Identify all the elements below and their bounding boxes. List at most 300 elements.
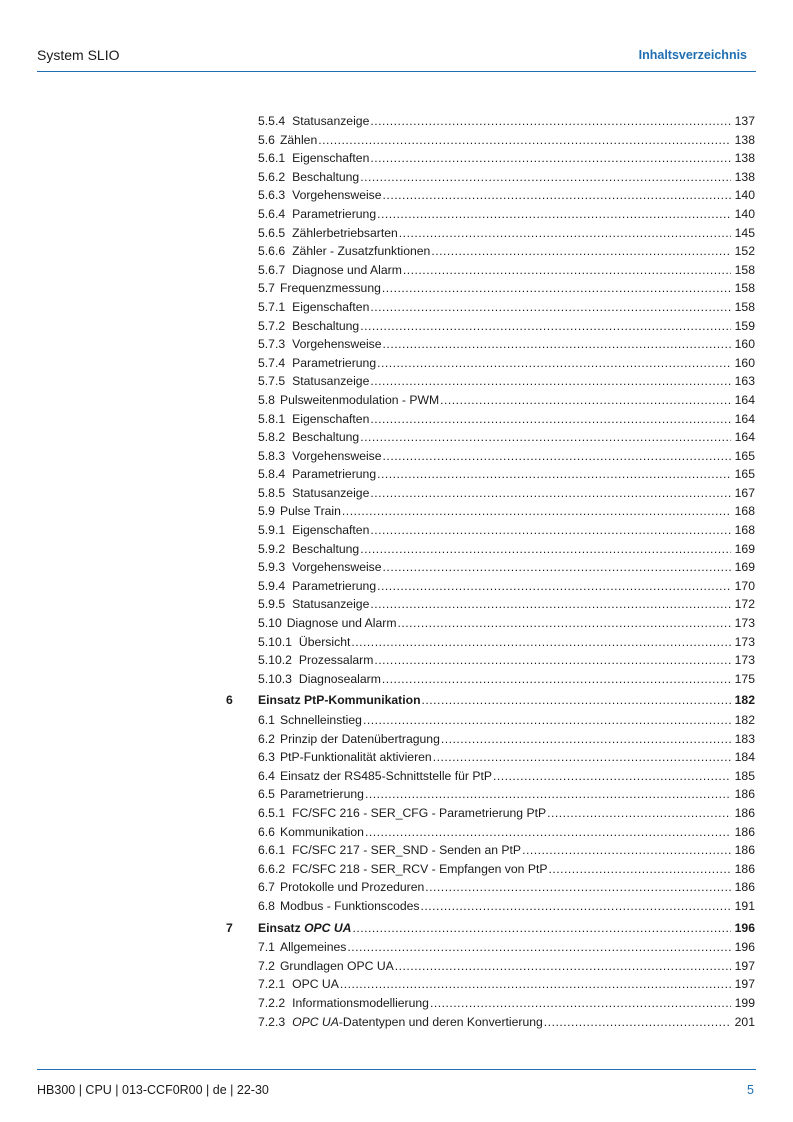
toc-entry-title <box>258 938 346 957</box>
toc-title-text: Zählerbetriebsarten <box>292 225 398 240</box>
toc-title-text: Frequenzmessung <box>279 281 381 296</box>
toc-leader-dots <box>383 335 731 354</box>
toc-entry[interactable] <box>226 484 755 503</box>
toc-page-number: 163 <box>734 374 755 389</box>
toc-entry-title <box>258 577 376 596</box>
toc-entry[interactable] <box>226 465 755 484</box>
toc-entry[interactable] <box>226 242 755 261</box>
toc-entry[interactable] <box>226 224 755 243</box>
toc-entry-title <box>258 540 359 559</box>
toc-section-number: 5.6.3 <box>258 188 286 203</box>
toc-leader-dots <box>370 521 731 540</box>
toc-leader-dots <box>363 711 731 730</box>
toc-section-number: 5.7.4 <box>258 355 286 370</box>
toc-title-text: Modbus - Funktionscodes <box>279 898 420 913</box>
toc-entry-title <box>258 354 376 373</box>
toc-section-number: 5.9.4 <box>258 578 286 593</box>
toc-entry-title <box>258 558 382 577</box>
toc-entry[interactable] <box>226 558 755 577</box>
toc-title-text: Allgemeines <box>279 940 347 955</box>
toc-entry[interactable] <box>226 897 755 916</box>
toc-leader-dots <box>377 205 731 224</box>
toc-title-text: Eigenschaften <box>292 151 370 166</box>
toc-section-number: 5.6.5 <box>258 225 286 240</box>
toc-entry-title <box>258 711 362 730</box>
toc-page-number: 160 <box>734 355 755 370</box>
toc-title-text: Zählen <box>279 132 318 147</box>
toc-entry[interactable] <box>226 410 755 429</box>
toc-section-number: 6.5 <box>258 787 275 802</box>
toc-entry-title <box>258 670 381 689</box>
toc-title-text: Statusanzeige <box>292 114 370 128</box>
toc-section-number: 5.10.3 <box>258 671 292 686</box>
toc-section-number: 5.8.5 <box>258 485 286 500</box>
toc-leader-dots <box>383 558 731 577</box>
toc-leader-dots <box>365 823 731 842</box>
footer-page-number: 5 <box>747 1083 754 1097</box>
toc-entry-title <box>258 279 381 298</box>
toc-section-number: 5.6.6 <box>258 244 286 259</box>
toc-entry[interactable] <box>226 711 755 730</box>
toc-leader-dots <box>374 651 731 670</box>
toc-title-text: Beschaltung <box>292 541 360 556</box>
toc-leader-dots <box>522 841 731 860</box>
toc-entry-title <box>258 298 369 317</box>
toc-leader-dots <box>360 317 731 336</box>
toc-entry[interactable] <box>226 878 755 897</box>
table-of-contents <box>226 112 755 1031</box>
toc-leader-dots <box>360 428 731 447</box>
toc-entry[interactable] <box>226 317 755 336</box>
toc-title-text: Vorgehensweise <box>292 337 382 352</box>
toc-section-number: 5.6 <box>258 132 275 147</box>
toc-title-text: Parametrierung <box>292 355 377 370</box>
toc-entry[interactable] <box>226 521 755 540</box>
toc-entry[interactable] <box>226 540 755 559</box>
toc-entry[interactable] <box>226 502 755 521</box>
toc-leader-dots <box>425 878 731 897</box>
toc-entry-title <box>258 804 546 823</box>
toc-section-number: 6.3 <box>258 750 275 765</box>
toc-section-number: 5.9.1 <box>258 523 286 538</box>
toc-entry[interactable] <box>226 730 755 749</box>
toc-entry[interactable] <box>226 205 755 224</box>
toc-section-number: 5.5.4 <box>258 114 286 128</box>
toc-leader-dots <box>383 447 731 466</box>
toc-entry-title <box>258 168 359 187</box>
toc-chapter-entry[interactable] <box>226 691 755 710</box>
toc-leader-dots <box>377 465 731 484</box>
toc-page-number: 137 <box>734 114 755 128</box>
toc-chapter-entry[interactable] <box>226 919 755 938</box>
toc-leader-dots <box>370 595 731 614</box>
toc-entry-title <box>258 465 376 484</box>
toc-entry[interactable] <box>226 149 755 168</box>
toc-leader-dots <box>440 391 731 410</box>
toc-entry[interactable] <box>226 670 755 689</box>
toc-section-number: 7.2.2 <box>258 995 286 1010</box>
toc-entry[interactable] <box>226 804 755 823</box>
toc-page-number: 167 <box>734 485 755 500</box>
toc-page-number: 196 <box>734 920 755 935</box>
toc-leader-dots <box>370 410 731 429</box>
toc-entry-title <box>258 823 364 842</box>
toc-entry-title <box>258 410 369 429</box>
toc-page-number: 175 <box>734 671 755 686</box>
toc-section-number: 5.9.3 <box>258 560 286 575</box>
toc-page-number: 199 <box>734 995 755 1010</box>
toc-entry[interactable] <box>226 994 755 1013</box>
toc-page-number: 138 <box>734 132 755 147</box>
toc-title-text: Diagnosealarm <box>298 671 381 686</box>
toc-title-text: Einsatz <box>258 920 305 935</box>
toc-entry-title <box>258 131 317 150</box>
toc-section-number: 5.10.1 <box>258 634 292 649</box>
toc-title-text: Parametrierung <box>279 787 364 802</box>
toc-page-number: 158 <box>734 262 755 277</box>
toc-title-text: Einsatz der RS485-Schnittstelle für PtP <box>279 768 492 783</box>
toc-entry-title <box>258 242 430 261</box>
toc-page-number: 158 <box>734 299 755 314</box>
toc-section-number: 6.1 <box>258 713 275 727</box>
toc-entry[interactable] <box>226 614 755 633</box>
toc-leader-dots <box>431 242 731 261</box>
toc-section-number: 5.6.2 <box>258 169 286 184</box>
toc-page-number: 186 <box>734 805 755 820</box>
toc-leader-dots <box>351 633 731 652</box>
toc-section-number: 6.7 <box>258 880 275 895</box>
toc-title-text: Einsatz PtP-Kommunikation <box>258 693 421 708</box>
toc-title-text: Pulse Train <box>279 504 341 519</box>
toc-page-number: 182 <box>734 693 755 708</box>
toc-leader-dots <box>441 730 731 749</box>
toc-section-number: 5.8.3 <box>258 448 286 463</box>
toc-page-number: 169 <box>734 541 755 556</box>
toc-title-text: Vorgehensweise <box>292 448 382 463</box>
toc-section-number: 5.8.2 <box>258 430 286 445</box>
toc-title-text: Eigenschaften <box>292 523 370 538</box>
toc-entry-title <box>258 919 351 938</box>
toc-page-number: 186 <box>734 787 755 802</box>
toc-leader-dots <box>403 261 731 280</box>
toc-title-text: Informationsmodellierung <box>292 995 429 1010</box>
toc-leader-dots <box>433 748 731 767</box>
toc-page-number: 182 <box>734 713 755 727</box>
toc-section-number: 5.6.4 <box>258 206 286 221</box>
toc-page-number: 170 <box>734 578 755 593</box>
toc-section-number: 5.8.1 <box>258 411 286 426</box>
footer-divider <box>37 1069 756 1070</box>
toc-entry[interactable] <box>226 261 755 280</box>
toc-leader-dots <box>377 354 731 373</box>
toc-page-number: 191 <box>734 898 755 913</box>
toc-page-number: 197 <box>734 977 755 992</box>
toc-leader-dots <box>493 767 731 786</box>
toc-entry-title <box>258 748 432 767</box>
toc-leader-dots <box>382 279 731 298</box>
header-section-title: Inhaltsverzeichnis <box>638 48 747 62</box>
toc-section-number: 6.6 <box>258 824 275 839</box>
toc-section-number: 7.2 <box>258 958 275 973</box>
toc-page-number: 140 <box>734 188 755 203</box>
toc-entry[interactable] <box>226 748 755 767</box>
toc-entry-title <box>258 633 350 652</box>
toc-section-number: 6.5.1 <box>258 805 286 820</box>
toc-leader-dots <box>342 502 731 521</box>
toc-leader-dots <box>360 168 731 187</box>
toc-entry-title <box>258 785 364 804</box>
toc-section-number: 7.2.1 <box>258 977 286 992</box>
toc-page-number: 172 <box>734 597 755 612</box>
toc-leader-dots <box>360 540 731 559</box>
toc-entry-title <box>258 651 373 670</box>
toc-page-number: 173 <box>734 653 755 668</box>
toc-page-number: 164 <box>734 392 755 407</box>
toc-entry[interactable] <box>226 168 755 187</box>
toc-page-number: 186 <box>734 880 755 895</box>
toc-entry[interactable] <box>226 957 755 976</box>
toc-page-number: 165 <box>734 448 755 463</box>
toc-page-number: 138 <box>734 169 755 184</box>
toc-entry-title <box>258 860 547 879</box>
toc-entry[interactable] <box>226 354 755 373</box>
toc-entry-title <box>258 1013 543 1032</box>
toc-section-number: 5.6.1 <box>258 151 286 166</box>
toc-page-number: 160 <box>734 337 755 352</box>
toc-section-number: 5.7.5 <box>258 374 286 389</box>
toc-leader-dots <box>365 785 731 804</box>
toc-title-text: Kommunikation <box>279 824 364 839</box>
toc-title-text: Statusanzeige <box>292 485 370 500</box>
toc-entry[interactable] <box>226 1013 755 1032</box>
toc-page-number: 196 <box>734 940 755 955</box>
toc-leader-dots <box>377 577 731 596</box>
toc-section-number: 7.1 <box>258 940 275 955</box>
toc-entry[interactable] <box>226 391 755 410</box>
toc-section-number: 5.6.7 <box>258 262 286 277</box>
toc-page-number: 201 <box>734 1014 755 1029</box>
toc-entry-title <box>258 149 369 168</box>
toc-title-text: -Datentypen und deren Konvertierung <box>338 1014 543 1029</box>
toc-page-number: 168 <box>734 523 755 538</box>
toc-section-number: 6.8 <box>258 898 275 913</box>
toc-entry-title <box>258 730 440 749</box>
toc-leader-dots <box>544 1013 731 1032</box>
toc-leader-dots <box>430 994 731 1013</box>
toc-entry[interactable] <box>226 651 755 670</box>
toc-entry-title <box>258 994 429 1013</box>
toc-page-number: 159 <box>734 318 755 333</box>
toc-title-text: FC/SFC 216 - SER_CFG - Parametrierung PtP <box>292 805 547 820</box>
toc-title-text: Zähler - Zusatzfunktionen <box>292 244 431 259</box>
toc-entry-title <box>258 957 394 976</box>
toc-section-number: 6.6.2 <box>258 861 286 876</box>
toc-leader-dots <box>383 186 731 205</box>
toc-title-text: Statusanzeige <box>292 597 370 612</box>
toc-title-text: Diagnose und Alarm <box>292 262 402 277</box>
toc-section-number: 6.4 <box>258 768 275 783</box>
toc-entry[interactable] <box>226 428 755 447</box>
toc-entry[interactable] <box>226 298 755 317</box>
toc-title-text: Vorgehensweise <box>292 560 382 575</box>
toc-section-number: 5.7.1 <box>258 299 286 314</box>
toc-entry[interactable] <box>226 785 755 804</box>
toc-entry[interactable] <box>226 447 755 466</box>
toc-leader-dots <box>352 919 731 938</box>
toc-title-text: Parametrierung <box>292 467 377 482</box>
toc-title-text: Prozessalarm <box>298 653 374 668</box>
toc-leader-dots <box>547 804 731 823</box>
toc-title-text: Schnelleinstieg <box>279 713 362 727</box>
toc-entry-title <box>258 614 397 633</box>
toc-entry[interactable] <box>226 841 755 860</box>
toc-leader-dots <box>382 670 731 689</box>
toc-entry[interactable] <box>226 112 755 131</box>
toc-leader-dots <box>318 131 731 150</box>
toc-entry-title <box>258 897 420 916</box>
toc-page-number: 197 <box>734 958 755 973</box>
toc-section-number: 5.9.2 <box>258 541 286 556</box>
toc-page-number: 186 <box>734 861 755 876</box>
toc-title-text: Eigenschaften <box>292 411 370 426</box>
toc-leader-dots <box>370 298 731 317</box>
toc-section-number: 6.6.1 <box>258 843 286 858</box>
toc-section-number: 5.9.5 <box>258 597 286 612</box>
toc-page-number: 145 <box>734 225 755 240</box>
toc-leader-dots <box>347 938 731 957</box>
toc-leader-dots <box>548 860 731 879</box>
toc-entry[interactable] <box>226 577 755 596</box>
toc-leader-dots <box>421 897 731 916</box>
toc-title-text: Diagnose und Alarm <box>286 616 397 631</box>
toc-leader-dots <box>370 372 731 391</box>
toc-page-number: 185 <box>734 768 755 783</box>
toc-title-text: OPC UA <box>292 977 339 992</box>
toc-entry[interactable] <box>226 767 755 786</box>
toc-title-text: Beschaltung <box>292 318 360 333</box>
toc-title-text: Eigenschaften <box>292 299 370 314</box>
toc-section-number: 5.9 <box>258 504 275 519</box>
toc-entry[interactable] <box>226 860 755 879</box>
toc-entry[interactable] <box>226 823 755 842</box>
toc-page-number: 164 <box>734 430 755 445</box>
toc-page-number: 186 <box>734 843 755 858</box>
toc-title-text: Statusanzeige <box>292 374 370 389</box>
toc-entry-title <box>258 205 376 224</box>
toc-title-text: Beschaltung <box>292 430 360 445</box>
toc-entry[interactable] <box>226 595 755 614</box>
toc-page-number: 183 <box>734 731 755 746</box>
toc-title-text: Pulsweitenmodulation - PWM <box>279 392 440 407</box>
toc-leader-dots <box>340 975 731 994</box>
toc-entry-title <box>258 767 492 786</box>
toc-entry-title <box>258 372 369 391</box>
toc-page-number: 168 <box>734 504 755 519</box>
toc-entry-title <box>258 447 382 466</box>
toc-entry-title <box>258 841 521 860</box>
toc-page-number: 186 <box>734 824 755 839</box>
toc-entry[interactable] <box>226 372 755 391</box>
toc-section-number: 5.7 <box>258 281 275 296</box>
toc-entry-title <box>258 261 402 280</box>
toc-entry-title <box>258 391 439 410</box>
toc-chapter-number: 7 <box>226 920 233 935</box>
footer-document-id: HB300 | CPU | 013-CCF0R00 | de | 22-30 <box>37 1083 269 1097</box>
toc-entry[interactable] <box>226 186 755 205</box>
toc-page-number: 169 <box>734 560 755 575</box>
toc-leader-dots <box>370 149 731 168</box>
toc-entry-title <box>258 186 382 205</box>
toc-page-number: 184 <box>734 750 755 765</box>
toc-entry-title <box>258 317 359 336</box>
toc-title-text: Übersicht <box>298 634 351 649</box>
toc-entry-title <box>258 595 369 614</box>
toc-leader-dots <box>370 484 731 503</box>
toc-entry-title <box>258 484 369 503</box>
toc-title-emphasis: OPC UA <box>292 1014 339 1029</box>
toc-title-text: Protokolle und Prozeduren <box>279 880 425 895</box>
toc-entry-title <box>258 691 421 710</box>
toc-page-number: 164 <box>734 411 755 426</box>
toc-leader-dots <box>399 224 731 243</box>
toc-page-number: 138 <box>734 151 755 166</box>
toc-page-number: 152 <box>734 244 755 259</box>
toc-leader-dots <box>398 614 732 633</box>
toc-title-text: Vorgehensweise <box>292 188 382 203</box>
toc-section-number: 5.8.4 <box>258 467 286 482</box>
toc-entry-title <box>258 224 398 243</box>
toc-title-text: Prinzip der Datenübertragung <box>279 731 440 746</box>
toc-section-number: 6.2 <box>258 731 275 746</box>
toc-section-number: 5.10 <box>258 616 282 631</box>
toc-entry-title <box>258 975 339 994</box>
toc-entry[interactable] <box>226 633 755 652</box>
toc-title-emphasis: OPC UA <box>304 920 352 935</box>
toc-title-text: Parametrierung <box>292 578 377 593</box>
toc-entry[interactable] <box>226 131 755 150</box>
toc-entry-title <box>258 878 424 897</box>
toc-title-text: FC/SFC 217 - SER_SND - Senden an PtP <box>292 843 522 858</box>
toc-section-number: 5.10.2 <box>258 653 292 668</box>
toc-entry-title <box>258 502 341 521</box>
toc-title-text: Beschaltung <box>292 169 360 184</box>
toc-leader-dots <box>370 112 731 131</box>
toc-entry[interactable] <box>226 975 755 994</box>
toc-leader-dots <box>422 691 731 710</box>
toc-entry-title <box>258 112 369 131</box>
toc-page-number: 140 <box>734 206 755 221</box>
toc-entry-title <box>258 428 359 447</box>
header-product: System SLIO <box>37 47 120 63</box>
toc-section-number: 5.8 <box>258 392 275 407</box>
toc-title-text: Grundlagen OPC UA <box>279 958 394 973</box>
toc-leader-dots <box>395 957 731 976</box>
toc-page-number: 165 <box>734 467 755 482</box>
toc-entry[interactable] <box>226 279 755 298</box>
toc-title-text: FC/SFC 218 - SER_RCV - Empfangen von PtP <box>292 861 548 876</box>
toc-title-text: PtP-Funktionalität aktivieren <box>279 750 432 765</box>
toc-title-text: Parametrierung <box>292 206 377 221</box>
header-divider <box>37 71 756 72</box>
toc-entry[interactable] <box>226 938 755 957</box>
toc-section-number: 5.7.3 <box>258 337 286 352</box>
toc-section-number: 5.7.2 <box>258 318 286 333</box>
toc-page-number: 173 <box>734 634 755 649</box>
toc-chapter-number: 6 <box>226 693 233 708</box>
toc-page-number: 158 <box>734 281 755 296</box>
toc-entry[interactable] <box>226 335 755 354</box>
toc-entry-title <box>258 521 369 540</box>
